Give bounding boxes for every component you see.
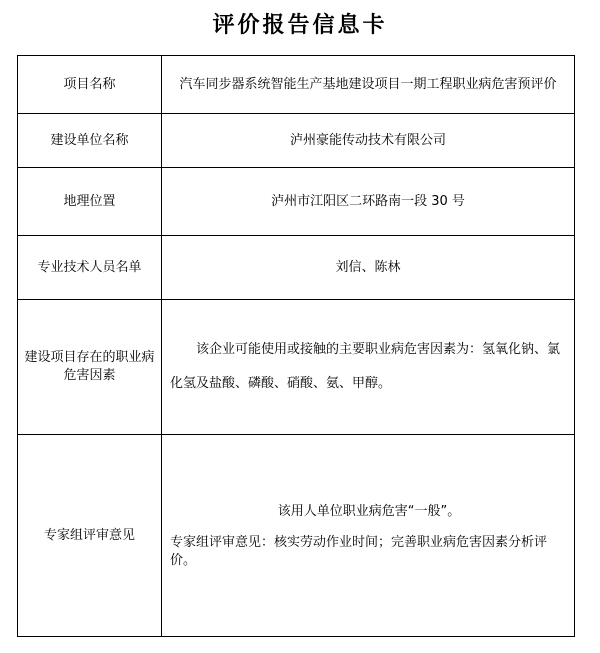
table-row-location [18,168,575,236]
label-project-name: 项目名称 [18,56,162,114]
value-location: 泸州市江阳区二环路南一段 30 号 [162,168,575,236]
label-construction-unit: 建设单位名称 [18,114,162,168]
value-hazard-factors [162,300,575,435]
value-construction-unit: 泸州豪能传动技术有限公司 [162,114,575,168]
table-row-expert-opinion [18,435,575,637]
label-hazard-factors: 建设项目存在的职业病危害因素 [18,300,162,435]
value-expert-opinion [162,435,575,637]
label-expert-opinion: 专家组评审意见 [18,435,162,637]
table-row-hazard-factors [18,300,575,435]
hazard-factors-text: 该企业可能使用或接触的主要职业病危害因素为：氢氧化钠、氯化氢及盐酸、磷酸、硝酸、氨、甲醇。 [170,342,561,391]
value-technicians: 刘信、陈林 [162,236,575,300]
page-title: 评价报告信息卡 [212,13,388,38]
value-project-name: 汽车同步器系统智能生产基地建设项目一期工程职业病危害预评价 [162,56,575,114]
label-technicians: 专业技术人员名单 [18,236,162,300]
label-location: 地理位置 [18,168,162,236]
info-table [17,55,575,637]
table-row-construction-unit [18,114,575,168]
expert-opinion-comments: 专家组评审意见：核实劳动作业时间；完善职业病危害因素分析评价。 [170,534,548,568]
table-row-technicians [18,236,575,300]
table-row-project-name [18,56,575,114]
expert-opinion-rating: 该用人单位职业病危害“一般”。 [277,503,461,519]
